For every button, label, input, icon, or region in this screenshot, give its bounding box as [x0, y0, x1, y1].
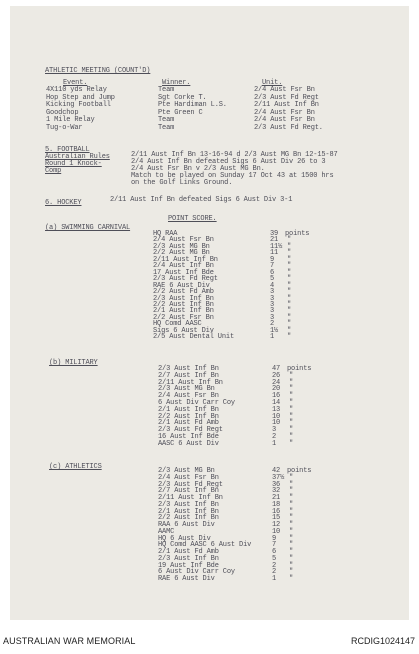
score-points: 18: [272, 500, 281, 509]
event-name: 4X110 yds Relay: [46, 86, 107, 94]
score-points: 1: [272, 575, 277, 583]
score-points: 1½: [270, 326, 279, 335]
ditto-mark: ": [287, 281, 292, 290]
score-points: 37½: [272, 473, 285, 482]
winner-column-header: Winner.: [162, 79, 191, 87]
score-points: 42: [272, 467, 281, 475]
event-unit: 2/4 Aust Fsr Bn: [254, 86, 315, 94]
ditto-mark: ": [289, 521, 294, 529]
ditto-mark: ": [287, 307, 292, 316]
score-points: 24: [272, 378, 281, 387]
score-unit: 2/3 Aust Fd Regt: [153, 275, 218, 284]
event-name: Kicking Football: [46, 101, 111, 110]
ditto-mark: ": [287, 326, 292, 335]
ditto-mark: ": [289, 494, 294, 502]
score-points: 14: [272, 399, 281, 407]
score-unit: 2/3 Aust MG Bn: [153, 242, 210, 251]
score-unit: Sigs 6 Aust Div: [153, 326, 214, 335]
event-unit: 2/3 Aust Fd Regt: [254, 93, 319, 102]
score-points: 21: [272, 494, 281, 502]
score-points: 3: [272, 426, 277, 435]
event-unit: 2/3 Aust Fd Regt.: [254, 124, 323, 132]
score-unit: 2/1 Aust Fd Amb: [158, 548, 219, 556]
score-unit: 2/4 Aust Inf Bn: [153, 262, 214, 271]
score-unit: 2/2 Aust Fsr Bn: [153, 313, 214, 322]
score-unit: 2/11 Aust Inf Bn: [158, 494, 223, 502]
football-fixture-note: on the Golf Links Ground.: [131, 179, 233, 187]
ditto-mark: ": [289, 433, 294, 441]
score-unit: 2/11 Aust Inf Bn: [153, 255, 218, 264]
score-points: 2: [270, 320, 275, 329]
football-label: Australian Rules: [45, 153, 110, 161]
event-winner: Team: [158, 116, 175, 125]
score-points: 16: [272, 392, 281, 401]
football-fixture: 2/4 Aust Fsr Bn v 2/3 Aust MG Bn.: [131, 165, 265, 173]
swimming-carnival-label: (a) SWIMMING CARNIVAL: [45, 224, 131, 232]
points-word: points: [287, 365, 312, 373]
event-unit: 2/4 Aust Fsr Bn: [254, 116, 315, 125]
ditto-mark: ": [289, 527, 294, 536]
score-unit: 2/3 Aust Inf Bn: [158, 500, 219, 509]
score-unit: 2/3 Aust Inf Bn: [158, 554, 219, 563]
score-unit: 6 Aust Div Carr Coy: [158, 399, 235, 407]
score-unit: 17 Aust Inf Bde: [153, 268, 214, 277]
score-unit: AASC 6 Aust Div: [158, 439, 219, 448]
score-unit: 2/3 Aust MG Bn: [158, 467, 215, 475]
score-points: 3: [270, 313, 275, 322]
score-points: 6: [272, 548, 277, 556]
ditto-mark: ": [289, 507, 294, 516]
ditto-mark: ": [289, 487, 294, 496]
ditto-mark: ": [289, 500, 294, 509]
event-name: Tug-o-War: [46, 124, 83, 132]
event-winner: Pte Hardiman L.S.: [158, 101, 227, 110]
ditto-mark: ": [287, 268, 292, 277]
score-points: 1: [272, 439, 277, 448]
ditto-mark: ": [287, 262, 292, 271]
score-points: 10: [272, 419, 281, 428]
football-label: Comp: [45, 167, 62, 175]
score-unit: RAA 6 Aust Div: [158, 521, 215, 529]
ditto-mark: ": [289, 426, 294, 435]
score-unit: 2/3 Aust MG Bn: [158, 385, 215, 394]
score-points: 3: [270, 300, 275, 309]
score-points: 13: [272, 405, 281, 414]
score-points: 5: [272, 554, 277, 563]
ditto-mark: ": [289, 412, 294, 421]
score-points: 6: [270, 268, 275, 277]
event-name: Hop Step and Jump: [46, 93, 115, 102]
football-label: Round 1 Knock-: [45, 160, 102, 168]
score-points: 47: [272, 365, 281, 373]
ditto-mark: ": [287, 288, 292, 297]
score-points: 7: [270, 262, 275, 271]
score-unit: RAE 6 Aust Div: [153, 281, 210, 290]
ditto-mark: ": [289, 554, 294, 563]
score-points: 39: [270, 230, 279, 238]
score-unit: 2/7 Aust Inf Bn: [158, 487, 219, 496]
score-points: 3: [270, 288, 275, 297]
ditto-mark: ": [289, 514, 294, 523]
score-points: 9: [272, 534, 277, 543]
ditto-mark: ": [289, 568, 294, 577]
score-unit: RAE 6 Aust Div: [158, 575, 215, 583]
score-points: 7: [272, 541, 277, 550]
ditto-mark: ": [289, 480, 294, 489]
ditto-mark: ": [289, 399, 294, 407]
ditto-mark: ": [289, 378, 294, 387]
ditto-mark: ": [289, 534, 294, 543]
ditto-mark: ": [287, 320, 292, 329]
score-unit: 2/3 Aust Inf Bn: [153, 294, 214, 303]
ditto-mark: ": [287, 333, 292, 342]
score-points: 2: [272, 561, 277, 570]
ditto-mark: ": [289, 405, 294, 414]
event-name: 1 Mile Relay: [46, 116, 95, 125]
athletics-label: (c) ATHLETICS: [49, 463, 102, 471]
score-points: 21: [270, 236, 279, 245]
football-fixture-note: Match to be played on Sunday 17 Oct 43 at 1500 hrs: [131, 172, 334, 180]
score-points: 15: [272, 514, 281, 523]
score-unit: 19 Aust Inf Bde: [158, 561, 219, 570]
football-result: 2/4 Aust Inf Bn defeated Sigs 6 Aust Div 26 to 3: [131, 158, 326, 166]
event-winner: Team: [158, 124, 175, 132]
score-unit: HQ Comd AASC 6 Aust Div: [158, 541, 252, 550]
score-unit: 6 Aust Div Carr Coy: [158, 568, 235, 577]
event-winner: Sgt Corke T.: [158, 93, 207, 102]
score-unit: 2/2 Aust Inf Bn: [158, 412, 219, 421]
score-unit: 2/1 Aust Fd Amb: [158, 419, 219, 428]
score-unit: 2/2 Aust Fd Amb: [153, 288, 214, 297]
hockey-result: 2/11 Aust Inf Bn defeated Sigs 6 Aust Div 3-1: [110, 196, 293, 204]
score-points: 9: [270, 255, 275, 264]
event-name: Goodchop: [46, 108, 79, 117]
ditto-mark: ": [289, 419, 294, 428]
score-unit: 2/2 Aust MG Bn: [153, 249, 210, 258]
score-points: 10: [272, 527, 281, 536]
score-unit: 2/2 Aust Inf Bn: [153, 300, 214, 309]
score-points: 11: [270, 249, 279, 258]
page-heading: ATHLETIC MEETING (COUNT'D): [45, 67, 151, 75]
score-unit: 2/3 Aust Fd Regt: [158, 426, 223, 435]
score-unit: HQ Comd AASC: [153, 320, 202, 329]
event-unit: 2/4 Aust Fsr Bn: [254, 108, 315, 117]
score-unit: HQ 6 Aust Div: [158, 534, 211, 543]
hockey-label: 6. HOCKEY: [45, 199, 82, 207]
score-points: 11½: [270, 242, 283, 251]
points-word: points: [285, 230, 310, 238]
ditto-mark: ": [289, 548, 294, 556]
score-points: 2: [272, 568, 277, 577]
score-unit: 2/3 Aust Fd Regt: [158, 480, 223, 489]
score-unit: AAMC: [158, 527, 175, 536]
record-id: RCDIG1024147: [350, 636, 415, 646]
score-points: 10: [272, 412, 281, 421]
score-points: 16: [272, 507, 281, 516]
score-unit: HQ RAA: [153, 230, 178, 238]
military-label: (b) MILITARY: [49, 359, 98, 367]
event-column-header: Event.: [63, 79, 88, 87]
event-winner: Team: [158, 86, 175, 94]
ditto-mark: ": [287, 275, 292, 284]
score-points: 12: [272, 521, 281, 529]
score-unit: 2/4 Aust Fsr Bn: [153, 236, 214, 245]
ditto-mark: ": [287, 255, 292, 264]
score-unit: 2/11 Aust Inf Bn: [158, 378, 223, 387]
ditto-mark: ": [289, 473, 294, 482]
score-unit: 2/4 Aust Fsr Bn: [158, 473, 219, 482]
archive-name: AUSTRALIAN WAR MEMORIAL: [3, 636, 136, 646]
score-points: 3: [270, 294, 275, 303]
ditto-mark: ": [287, 300, 292, 309]
score-points: 2: [272, 433, 277, 441]
ditto-mark: ": [289, 541, 294, 550]
ditto-mark: ": [287, 236, 292, 245]
ditto-mark: ": [287, 242, 292, 251]
score-points: 3: [270, 307, 275, 316]
score-points: 20: [272, 385, 281, 394]
ditto-mark: ": [289, 392, 294, 401]
event-unit: 2/11 Aust Inf Bn: [254, 101, 319, 110]
event-winner: Pte Green C: [158, 108, 203, 117]
score-unit: 2/7 Aust Inf Bn: [158, 371, 219, 380]
ditto-mark: ": [289, 371, 294, 380]
score-unit: 2/4 Aust Fsr Bn: [158, 392, 219, 401]
unit-column-header: Unit.: [262, 79, 283, 87]
score-points: 26: [272, 371, 281, 380]
score-unit: 2/3 Aust Inf Bn: [158, 365, 219, 373]
score-points: 5: [270, 275, 275, 284]
ditto-mark: ": [289, 575, 294, 583]
score-points: 1: [270, 333, 275, 342]
score-unit: 2/2 Aust Inf Bn: [158, 514, 219, 523]
score-unit: 2/1 Aust Inf Bn: [158, 507, 219, 516]
football-label: 5. FOOTBALL: [45, 146, 90, 154]
score-points: 32: [272, 487, 281, 496]
ditto-mark: ": [289, 439, 294, 448]
score-points: 4: [270, 281, 275, 290]
ditto-mark: ": [289, 561, 294, 570]
point-score-title: POINT SCORE.: [168, 215, 217, 223]
ditto-mark: ": [287, 294, 292, 303]
score-unit: 2/1 Aust Inf Bn: [158, 405, 219, 414]
points-word: points: [287, 467, 312, 475]
score-unit: 16 Aust Inf Bde: [158, 433, 219, 441]
score-unit: 2/5 Aust Dental Unit: [153, 333, 235, 342]
ditto-mark: ": [287, 313, 292, 322]
score-unit: 2/1 Aust Inf Bn: [153, 307, 214, 316]
score-points: 36: [272, 480, 281, 489]
ditto-mark: ": [289, 385, 294, 394]
football-result: 2/11 Aust Inf Bn 13-16-94 d 2/3 Aust MG Bn 12-15-87: [131, 151, 338, 159]
ditto-mark: ": [287, 249, 292, 258]
